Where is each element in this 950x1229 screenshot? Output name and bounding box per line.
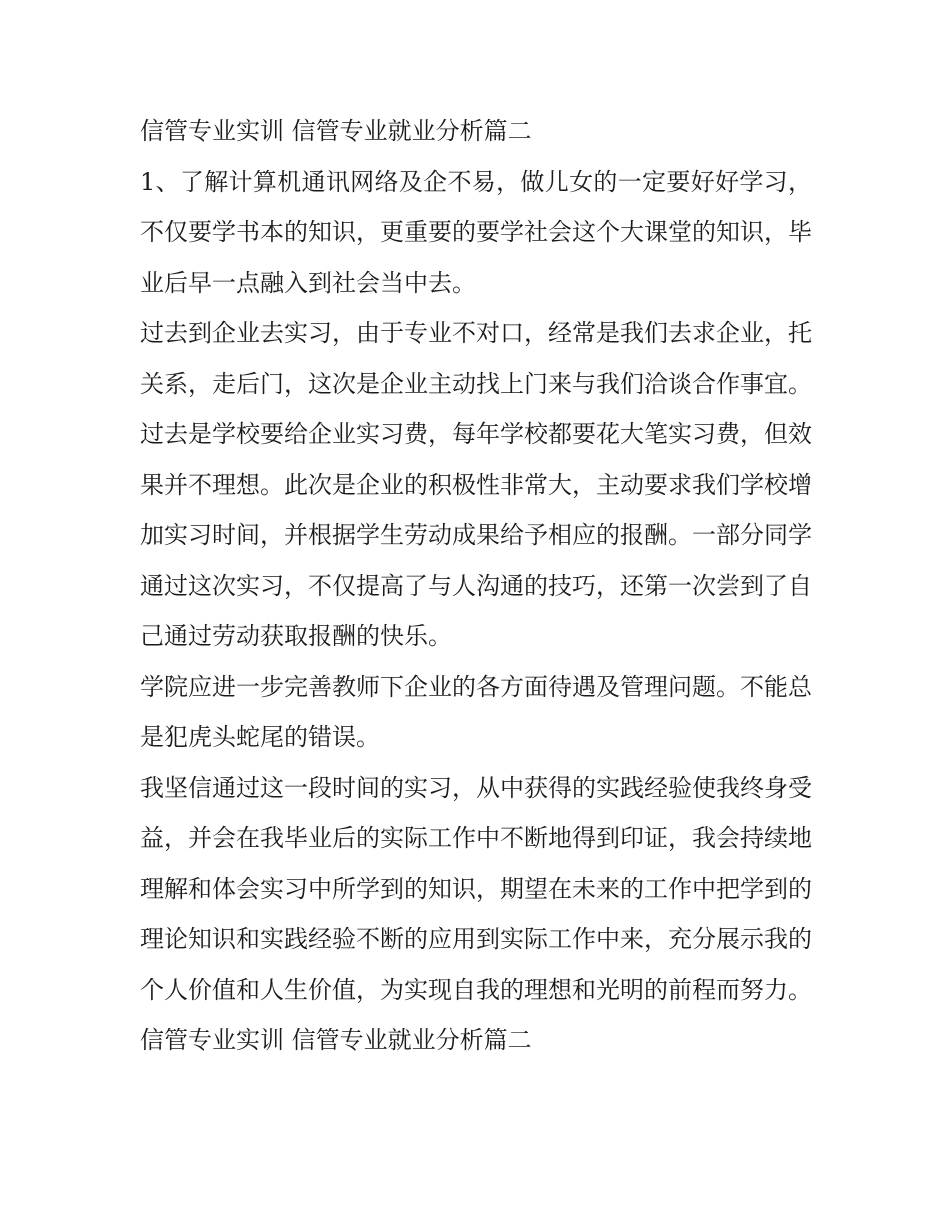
document-paragraph-3: 学院应进一步完善教师下企业的各方面待遇及管理问题。不能总是犯虎头蛇尾的错误。: [140, 672, 812, 751]
document-paragraph-2: 过去到企业去实习，由于专业不对口，经常是我们去求企业，托关系，走后门，这次是企业主动找上门来与我们洽谈合作事宜。过去是学校要给企业实习费，每年学校都要花大笔实习费，但效果并不理想。此次是企业的积极性非常大，主动要求我们学校增加实习时间，并根据学生劳动成果给予相应的报酬。一部分同学通过这次实习，不仅提高了与人沟通的技巧，还第一次尝到了自己通过劳动获取报酬的快乐。: [140, 319, 812, 650]
document-paragraph-4: 我坚信通过这一段时间的实习，从中获得的实践经验使我终身受益，并会在我毕业后的实际工作中不断地得到印证，我会持续地理解和体会实习中所学到的知识，期望在未来的工作中把学到的理论知识和实践经验不断的应用到实际工作中来，充分展示我的个人价值和人生价值，为实现自我的理想和光明的前程而努力。: [140, 773, 812, 1004]
document-heading-bottom: 信管专业实训 信管专业就业分析篇二: [140, 1026, 532, 1054]
document-body: [140, 106, 812, 1066]
document-paragraph-1: 1、了解计算机通讯网络及企不易，做儿女的一定要好好学习，不仅要学书本的知识，更重要的要学社会这个大课堂的知识，毕业后早一点融入到社会当中去。: [140, 167, 812, 297]
document-heading-top: 信管专业实训 信管专业就业分析篇二: [140, 117, 532, 145]
